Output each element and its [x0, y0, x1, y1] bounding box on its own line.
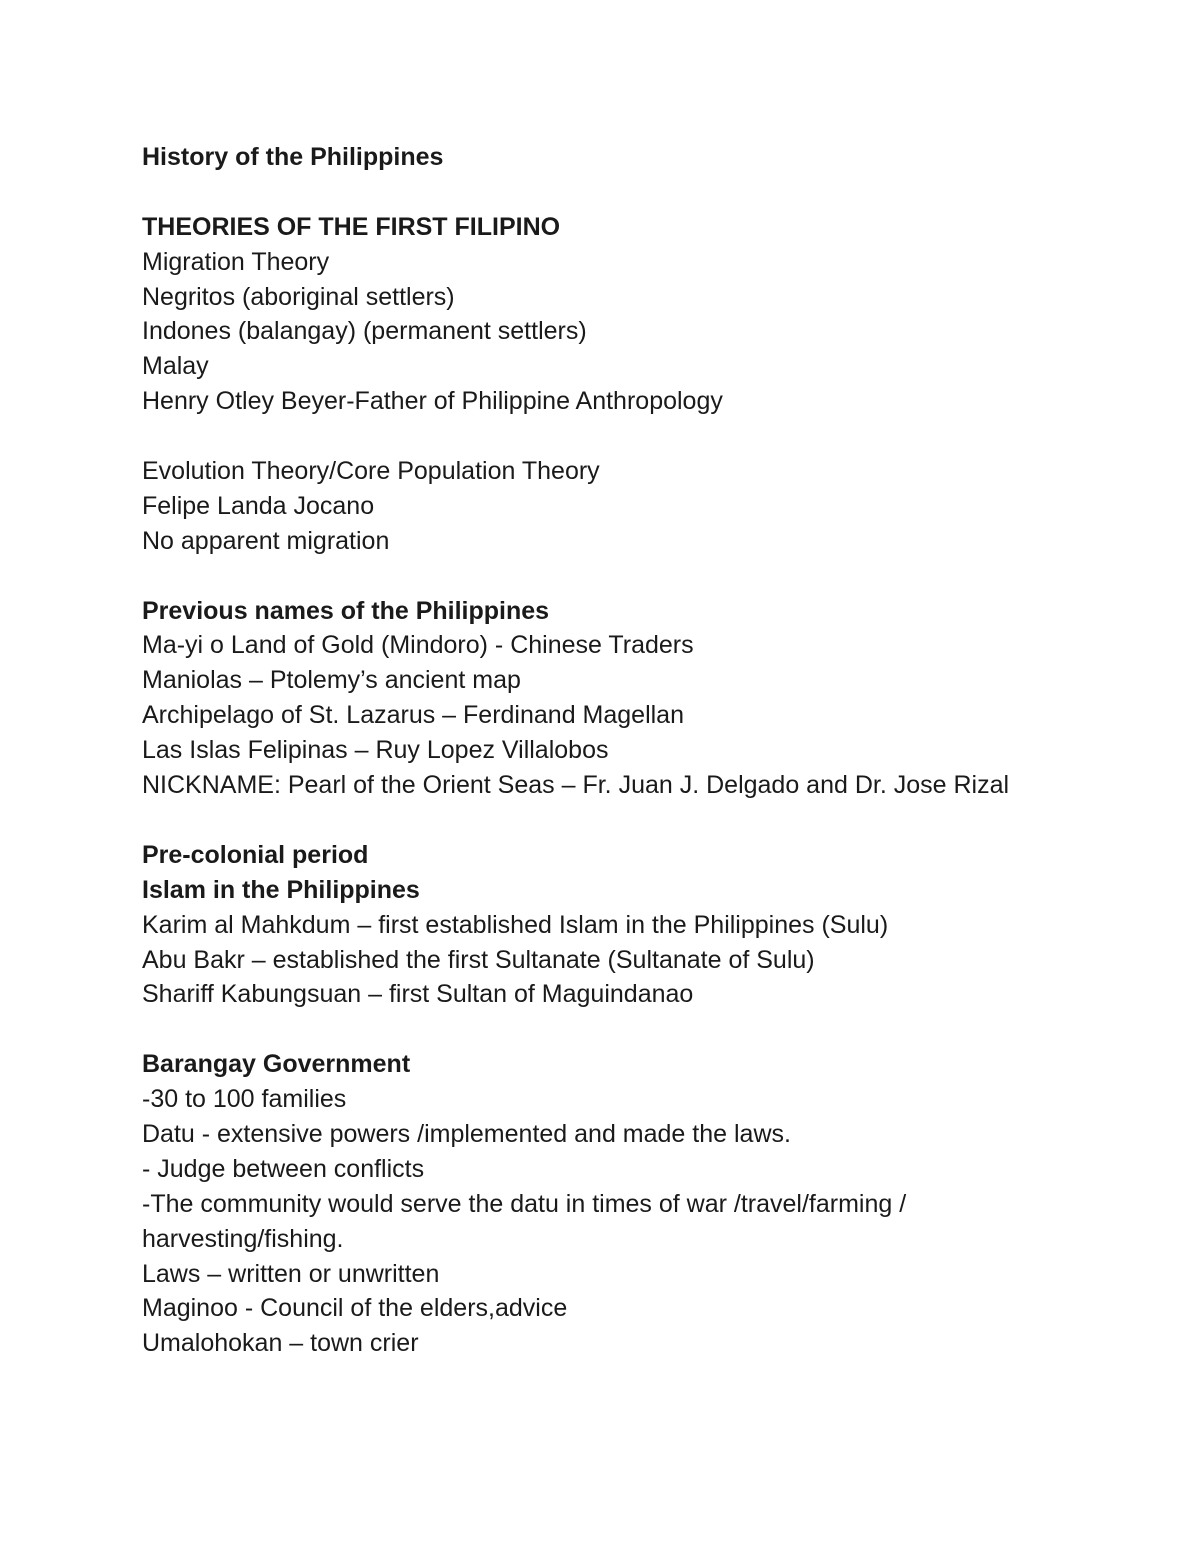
text-line: Negritos (aboriginal settlers) — [142, 282, 455, 311]
text-line: Umalohokan – town crier — [142, 1329, 419, 1358]
text-line: Indones (balangay) (permanent settlers) — [142, 317, 587, 346]
text-line: Henry Otley Beyer-Father of Philippine Anthropology — [142, 387, 723, 416]
section-heading-pre-colonial: Pre-colonial period — [142, 840, 369, 869]
spacer — [142, 803, 1042, 838]
text-line: Felipe Landa Jocano — [142, 491, 375, 520]
text-line: Migration Theory — [142, 247, 330, 276]
document-page — [142, 140, 1042, 1361]
section-heading-theories: THEORIES OF THE FIRST FILIPINO — [142, 212, 561, 241]
text-line: No apparent migration — [142, 526, 390, 555]
text-line: Maniolas – Ptolemy’s ancient map — [142, 666, 521, 695]
spacer — [142, 175, 1042, 210]
text-line: -The community would serve the datu in times of war /travel/farming / harvesting/fishing. — [142, 1189, 907, 1253]
spacer — [142, 559, 1042, 594]
section-subheading-islam: Islam in the Philippines — [142, 875, 420, 904]
section-heading-barangay: Barangay Government — [142, 1050, 411, 1079]
spacer — [142, 419, 1042, 454]
text-line: NICKNAME: Pearl of the Orient Seas – Fr. Juan J. Delgado and Dr. Jose Rizal — [142, 771, 1010, 800]
text-line: -30 to 100 families — [142, 1085, 347, 1114]
spacer — [142, 1012, 1042, 1047]
text-line: Datu - extensive powers /implemented and made the laws. — [142, 1119, 791, 1148]
text-line: Las Islas Felipinas – Ruy Lopez Villalobos — [142, 736, 609, 765]
text-line: Archipelago of St. Lazarus – Ferdinand Magellan — [142, 701, 684, 730]
text-line: Evolution Theory/Core Population Theory — [142, 457, 600, 486]
text-line: Shariff Kabungsuan – first Sultan of Maguindanao — [142, 980, 694, 1009]
text-line: Karim al Mahkdum – first established Islam in the Philippines (Sulu) — [142, 910, 889, 939]
text-line: Ma-yi o Land of Gold (Mindoro) - Chinese Traders — [142, 631, 694, 660]
text-line: Abu Bakr – established the first Sultanate (Sultanate of Sulu) — [142, 945, 815, 974]
section-heading-previous-names: Previous names of the Philippines — [142, 596, 550, 625]
text-line: Laws – written or unwritten — [142, 1259, 440, 1288]
document-title: History of the Philippines — [142, 143, 444, 171]
text-line: Maginoo - Council of the elders,advice — [142, 1294, 568, 1323]
text-line: - Judge between conflicts — [142, 1154, 425, 1183]
text-line: Malay — [142, 352, 209, 381]
